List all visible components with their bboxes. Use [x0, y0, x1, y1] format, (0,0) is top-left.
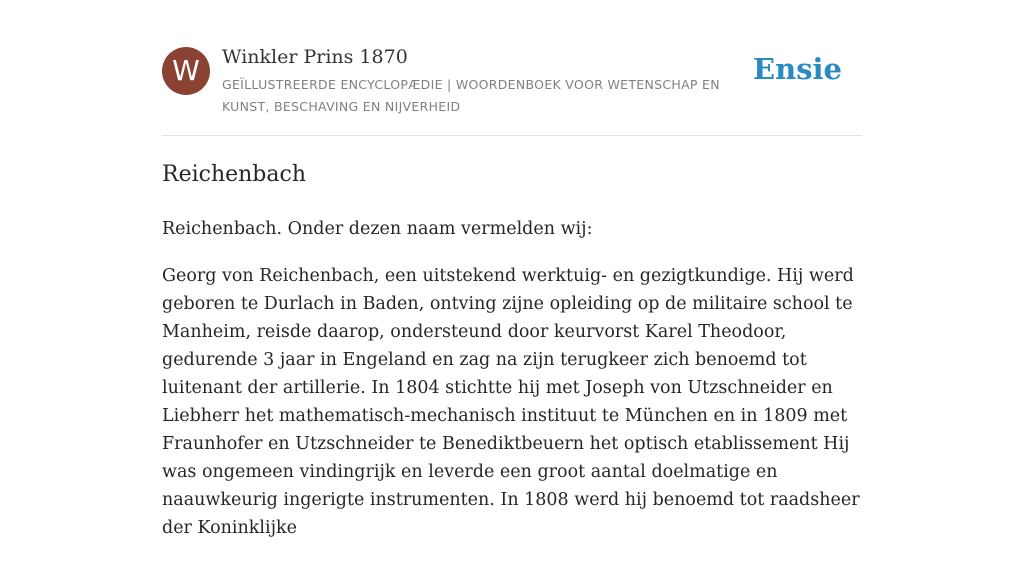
article-paragraph: Georg von Reichenbach, een uitstekend werktuig- en gezigtkundige. Hij werd geboren te Durlach in Baden, ontving zijne opleiding op de militaire school te Manheim, reisde daarop, ondersteund door keurvorst Karel Theodoor, gedurende 3 jaar in Engeland en zag na zijn terugkeer zich benoemd tot luitenant der artillerie. In 1804 stichtte hij met Joseph von Utzschneider en Liebherr het mathematisch-mechanisch instituut te München en in 1809 met Fraunhofer en Utzschneider te Benediktbeuern het optisch etablissement Hij was ongemeen vindingrijk en leverde een groot aantal doelmatige en naauwkeurig ingerigte instrumenten. In 1808 werd hij benoemd tot raadsheer der Koninklijke	[162, 266, 860, 538]
source-title[interactable]: Winkler Prins 1870	[222, 46, 408, 68]
avatar[interactable]: W	[162, 47, 210, 95]
ensie-logo[interactable]: Ensie	[753, 52, 842, 86]
article-title: Reichenbach	[162, 162, 306, 187]
article-intro: Reichenbach. Onder dezen naam vermelden wij:	[162, 219, 593, 239]
source-subtitle: GEÏLLUSTREERDE ENCYCLOPÆDIE | WOORDENBOEK VOOR WETENSCHAP EN KUNST, BESCHAVING EN NIJVERHEID	[222, 77, 720, 114]
article	[162, 158, 867, 561]
source-header	[162, 44, 862, 136]
header-divider	[162, 135, 862, 136]
